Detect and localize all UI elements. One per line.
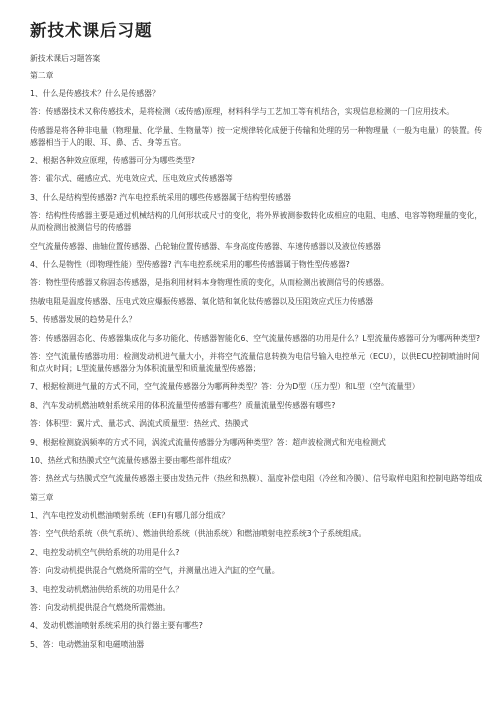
answer: 答：传感器固态化、传感器集成化与多功能化、传感器智能化6、空气流量传感器的功用是什么？L型流量传感器可分为哪两种类型? — [30, 333, 481, 343]
answer: 空气流量传感器、曲轴位置传感器、凸轮轴位置传感器、车身高度传感器、车速传感器以及液位传感器 — [30, 241, 381, 251]
question: 3、什么是结构型传感器? 汽车电控系统采用的哪些传感器属于结构型传感器 — [30, 192, 292, 202]
answer: 答：向发动机提供混合气燃烧所需的空气，并测量出进入汽缸的空气量。 — [30, 566, 280, 576]
page-subtitle: 新技术课后习题答案 — [30, 54, 101, 63]
answer: 答：结构性传感器主要是通过机械结构的几何形状或尺寸的变化，将外界被测参数转化成相应的电阻、电感、电容等物理量的变化，从而检测出被测信号的传感器 — [30, 211, 483, 233]
question: 7、根据检测进气量的方式不同，空气流量传感器分为哪两种类型？答：分为D型（压力型）和L型（空气流量型） — [30, 382, 420, 392]
question: 10、热丝式和热膜式空气流量传感器主要由哪些部件组成？ — [30, 455, 235, 465]
answer: 答：空气流量传感器功用：检测发动机进气量大小，并将空气流量信息转换为电信号输入电控单元（ECU），以供ECU控制喷油时间和点火时间；L型流量传感器分为体积流量型和质量流量型传感器； — [30, 351, 480, 373]
question: 2、根据各种效应原理，传感器可分为哪些类型? — [30, 156, 196, 166]
question: 3、电控发动机燃油供给系统的功用是什么？ — [30, 584, 184, 594]
question: 4、什么是物性（即物理性能）型传感器? 汽车电控系统采用的哪些传感器属于物性型传感器? — [30, 260, 350, 270]
answer: 答：向发动机提供混合气燃烧所需燃油。 — [30, 603, 171, 613]
question: 8、汽车发动机燃油喷射系统采用的体积流量型传感器有哪些？质量流量型传感器有哪些? — [30, 400, 336, 410]
question: 5、传感器发展的趋势是什么？ — [30, 315, 137, 325]
answer: 答：空气供给系统（供气系统）、燃油供给系统（供油系统）和燃油喷射电控系统3个子系统组成。 — [30, 529, 367, 539]
answer: 答：传感器技术又称传感技术，是将检测（或传感)原理，材料科学与工艺加工等有机结合，实现信息检测的一门应用技术。 — [30, 107, 455, 117]
answer: 答：物性型传感器又称固态传感器，是指利用材料本身物理性质的变化，从而检测出被测信号的传感器。 — [30, 278, 389, 288]
question: 1、什么是传感技术？什么是传感器？ — [30, 88, 160, 98]
answer: 答：霍尔式、磁感应式、光电效应式、压电效应式传感器等 — [30, 174, 233, 184]
answer: 传感器是将各种非电量（物理量、化学量、生物量等）按一定规律转化成便于传输和处理的另一种物理量（一般为电量）的装置。传感器相当于人的眼、耳、鼻、舌、身等五官。 — [30, 125, 483, 147]
chapter-heading: 第三章 — [30, 492, 54, 502]
answer: 答：热丝式与热膜式空气流量传感器主要由发热元件（热丝和热膜）、温度补偿电阻（冷丝和冷膜）、信号取样电阻和控制电路等组成 — [30, 474, 483, 484]
answer: 答：体积型：翼片式、量芯式、涡流式质量型：热丝式、热膜式 — [30, 419, 249, 429]
page-title: 新技术课后习题 — [30, 21, 153, 40]
answer: 5、答：电动燃油泵和电磁喷油器 — [30, 639, 145, 649]
question: 4、发动机燃油喷射系统采用的执行器主要有哪些? — [30, 621, 203, 631]
question: 2、电控发动机空气供给系统的功用是什么? — [30, 547, 180, 557]
answer: 热敏电阻是温度传感器、压电式效应爆振传感器、氧化锆和氧化钛传感器以及压阻效应式压力传感器 — [30, 296, 374, 306]
question: 1、汽车电控发动机燃油喷射系统（EFI)有哪几部分组成？ — [30, 511, 230, 521]
question: 9、根据检测旋涡频率的方式不同，涡流式流量传感器分为哪两种类型？答：超声波检测式和光电检测式 — [30, 437, 386, 447]
chapter-heading: 第二章 — [30, 70, 54, 80]
